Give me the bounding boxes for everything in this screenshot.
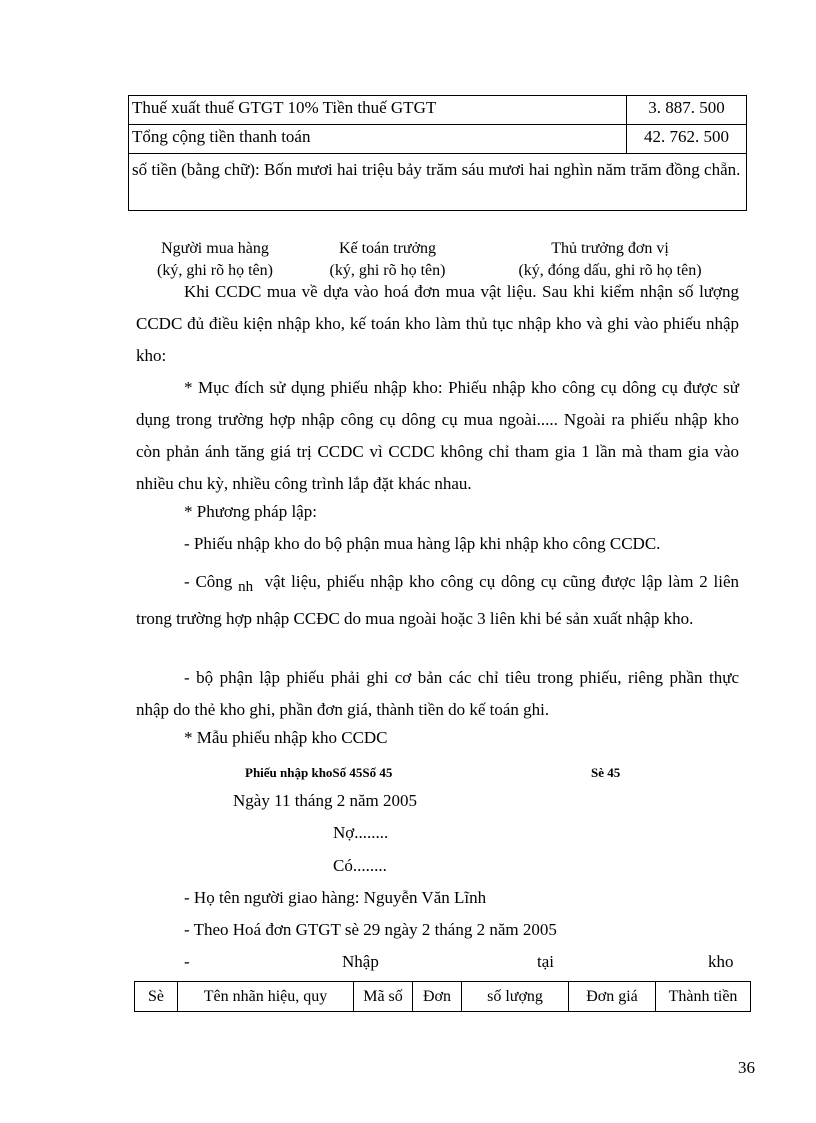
paragraph-method-2 [136,566,739,635]
form-debit: Nợ........ [333,823,389,842]
signature-title: Kế toán trưởng [338,240,437,257]
signature-title: Người mua hàng [161,240,269,257]
method-2-rest: vật liệu, phiếu nhập kho công cụ dông cụ cũng được lập làm 2 liên trong trường hợp nhập CCĐC do mua ngoài hoặc 3 liên khi bé sản xuất nhập kho. [136,572,740,628]
column-header: Sè [135,982,178,1012]
total-label: Tổng cộng tiền thanh toán [129,125,627,154]
paragraph-method-heading: * Phương pháp lập: [184,502,317,521]
form-number: Sè 45 [591,765,621,780]
signature-title: Thủ trưởng đơn vị [551,240,669,257]
signature-note: (ký, đóng dấu, ghi rõ họ tên) [518,262,702,279]
paragraph-purpose: * Mục đích sử dụng phiếu nhập kho: Phiếu nhập kho công cụ dông cụ được sử dụng trong trường hợp nhập công cụ dông cụ mua ngoài..... Ngoài ra phiếu nhập kho còn phản ánh tăng giá trị CCDC vì CCDC không chỉ tham gia 1 lần mà tham gia vào nhiều chu kỳ, nhiều công trình lắp đặt khác nhau. [136,378,739,493]
form-warehouse-import: Nhập [342,952,379,971]
paragraph-method-1: - Phiếu nhập kho do bộ phận mua hàng lập khi nhập kho công CCDC. [184,534,661,553]
paragraph-method-3: - bộ phận lập phiếu phải ghi cơ bản các chỉ tiêu trong phiếu, riêng phần thực nhập do thẻ kho ghi, phần đơn giá, thành tiền do kế toán ghi. [136,668,739,719]
column-header: Đơn [413,982,462,1012]
form-credit: Có........ [333,856,387,875]
vat-amount: 3. 887. 500 [627,96,747,125]
form-warehouse-label: kho [708,952,734,971]
paragraph-intro: Khi CCDC mua về dựa vào hoá đơn mua vật liệu. Sau khi kiểm nhận số lượng CCDC đủ điều kiện nhập kho, kế toán kho làm thủ tục nhập kho và ghi vào phiếu nhập kho: [136,282,739,365]
paragraph-sample: * Mẫu phiếu nhập kho CCDC [184,728,388,747]
form-date: Ngày 11 tháng 2 năm 2005 [233,791,417,810]
column-header: Thành tiền [656,982,751,1012]
page-number: 36 [738,1058,755,1077]
table-row [129,96,747,125]
form-invoice: - Theo Hoá đơn GTGT sè 29 ngày 2 tháng 2 năm 2005 [184,920,557,939]
method-2-start: - Công [184,572,233,591]
column-header: số lượng [462,982,569,1012]
amount-in-words: số tiền (bằng chữ): Bốn mươi hai triệu bảy trăm sáu mươi hai nghìn năm trăm đồng chẵn. [129,154,747,211]
column-header: Mã số [354,982,413,1012]
form-warehouse-dash: - [184,952,190,971]
table-row [129,125,747,154]
table-header-row [135,982,751,1012]
method-2-sub: nh [238,579,254,595]
total-amount: 42. 762. 500 [627,125,747,154]
form-warehouse-at: tại [537,952,554,971]
form-title: Phiếu nhập khoSố 45Số 45 [245,765,393,780]
column-header: Đơn giá [569,982,656,1012]
form-deliverer: - Họ tên người giao hàng: Nguyễn Văn Lĩnh [184,888,487,907]
vat-label: Thuế xuất thuế GTGT 10% Tiền thuế GTGT [129,96,627,125]
summary-table [128,95,747,211]
signature-note: (ký, ghi rõ họ tên) [157,262,273,279]
signature-note: (ký, ghi rõ họ tên) [329,262,446,279]
table-row [129,154,747,211]
items-table [134,981,751,1012]
column-header: Tên nhãn hiệu, quy [178,982,354,1012]
